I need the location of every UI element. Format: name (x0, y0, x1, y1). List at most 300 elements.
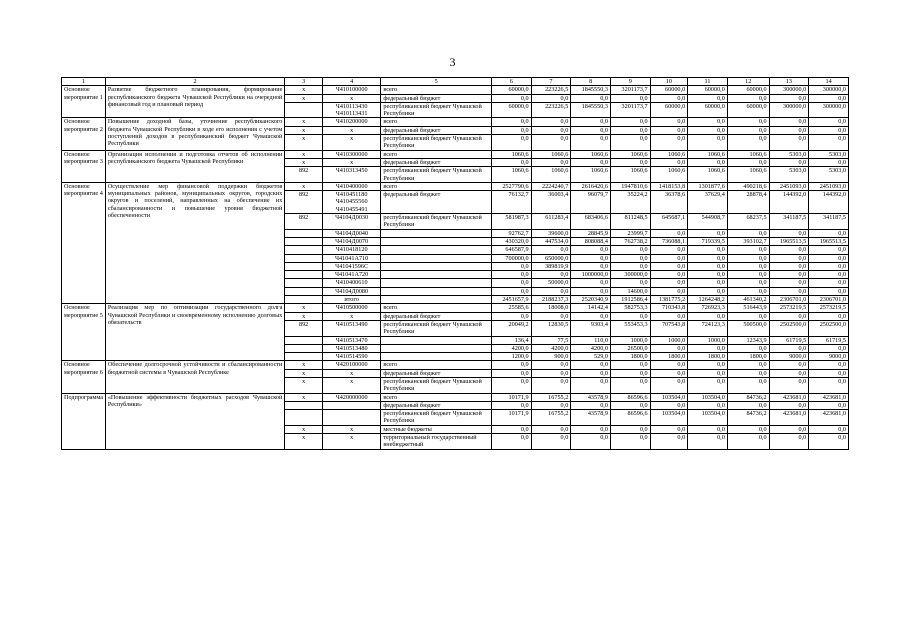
value-cell: 0,0 (571, 135, 611, 151)
value-cell: 700000,0 (491, 254, 531, 262)
value-cell: 0,0 (688, 434, 728, 450)
value-cell: 0,0 (769, 279, 809, 287)
ministry-code: x (285, 150, 323, 158)
funding-source (381, 262, 492, 270)
value-cell: 300000,0 (769, 102, 809, 118)
value-cell: 0,0 (491, 361, 531, 369)
value-cell: 1000,0 (610, 336, 650, 344)
ministry-code: 892 (285, 214, 323, 230)
value-cell: 2224240,7 (531, 182, 571, 190)
budget-code: Ч420100000 (322, 361, 380, 369)
value-cell: 1060,6 (688, 150, 728, 158)
value-cell: 103504,0 (688, 393, 728, 401)
funding-source: республиканский бюджет Чувашской Республики (381, 410, 492, 426)
value-cell: 77,5 (531, 336, 571, 344)
header-cell: 1 (62, 78, 106, 86)
budget-code: Ч410113430 Ч410113431 (322, 102, 380, 118)
value-cell: 683406,6 (571, 214, 611, 230)
funding-source (381, 287, 492, 295)
value-cell: 0,0 (571, 94, 611, 102)
funding-source: федеральный бюджет (381, 401, 492, 409)
funding-source: республиканский бюджет Чувашской Республики (381, 135, 492, 151)
value-cell: 61719,5 (809, 336, 849, 344)
value-cell: 0,0 (769, 361, 809, 369)
value-cell: 12830,5 (531, 320, 571, 336)
ministry-code (285, 410, 323, 426)
value-cell: 1418153,8 (650, 182, 688, 190)
budget-code: Ч410200000 (322, 118, 380, 126)
value-cell: 0,0 (727, 246, 769, 254)
value-cell: 60000,0 (491, 86, 531, 94)
measure-name: Основное мероприятие 5 (62, 304, 106, 361)
budget-code: x (322, 135, 380, 151)
value-cell: 0,0 (727, 271, 769, 279)
budget-code: итого (322, 296, 380, 304)
value-cell: 60000,0 (688, 102, 728, 118)
value-cell: 0,0 (809, 361, 849, 369)
budget-code: Ч4104Д0080 (322, 287, 380, 295)
budget-code: x (322, 425, 380, 433)
value-cell: 1060,6 (531, 167, 571, 183)
value-cell: 0,0 (809, 312, 849, 320)
value-cell: 0,0 (809, 434, 849, 450)
value-cell: 0,0 (650, 377, 688, 393)
value-cell: 0,0 (650, 135, 688, 151)
budget-code: Ч410513470 (322, 336, 380, 344)
value-cell: 0,0 (809, 158, 849, 166)
budget-code: Ч41041596С (322, 262, 380, 270)
value-cell: 3201173,7 (610, 102, 650, 118)
value-cell: 0,0 (688, 369, 728, 377)
value-cell: 581987,3 (491, 214, 531, 230)
value-cell: 0,0 (610, 369, 650, 377)
value-cell: 1301877,6 (688, 182, 728, 190)
value-cell: 144392,0 (769, 191, 809, 214)
value-cell: 1060,6 (571, 167, 611, 183)
value-cell: 10171,9 (491, 410, 531, 426)
value-cell: 0,0 (688, 262, 728, 270)
value-cell: 0,0 (769, 135, 809, 151)
value-cell: 423681,0 (769, 393, 809, 401)
ministry-code: 892 (285, 167, 323, 183)
value-cell: 84736,2 (727, 393, 769, 401)
table-row (62, 150, 849, 158)
value-cell: 300000,0 (610, 271, 650, 279)
value-cell: 1381775,2 (650, 296, 688, 304)
value-cell: 5303,0 (769, 150, 809, 158)
value-cell: 0,0 (688, 135, 728, 151)
funding-source: всего (381, 304, 492, 312)
value-cell: 300000,0 (769, 86, 809, 94)
value-cell: 5303,0 (769, 167, 809, 183)
value-cell: 0,0 (769, 401, 809, 409)
value-cell: 2502500,0 (769, 320, 809, 336)
funding-source (381, 246, 492, 254)
value-cell: 0,0 (688, 94, 728, 102)
value-cell: 553453,3 (610, 320, 650, 336)
table-row (62, 304, 849, 312)
header-cell: 3 (285, 78, 323, 86)
value-cell: 0,0 (809, 126, 849, 134)
value-cell: 0,0 (769, 254, 809, 262)
value-cell: 60000,0 (650, 102, 688, 118)
header-cell: 4 (322, 78, 380, 86)
value-cell: 0,0 (531, 126, 571, 134)
value-cell: 14600,0 (610, 287, 650, 295)
value-cell: 300000,0 (809, 102, 849, 118)
ministry-code (285, 254, 323, 262)
funding-source: всего (381, 182, 492, 190)
value-cell: 0,0 (688, 377, 728, 393)
budget-code: x (322, 369, 380, 377)
value-cell: 0,0 (531, 271, 571, 279)
value-cell: 0,0 (809, 279, 849, 287)
value-cell: 1060,6 (491, 167, 531, 183)
value-cell: 0,0 (809, 246, 849, 254)
value-cell: 0,0 (571, 246, 611, 254)
value-cell: 0,0 (688, 158, 728, 166)
value-cell: 0,0 (531, 246, 571, 254)
value-cell: 650000,0 (531, 254, 571, 262)
value-cell: 544908,7 (688, 214, 728, 230)
funding-source: федеральный бюджет (381, 191, 492, 214)
value-cell: 0,0 (688, 118, 728, 126)
value-cell: 393102,7 (727, 237, 769, 245)
value-cell: 0,0 (610, 94, 650, 102)
value-cell: 0,0 (688, 312, 728, 320)
value-cell: 0,0 (809, 377, 849, 393)
value-cell: 2451657,9 (491, 296, 531, 304)
value-cell: 0,0 (688, 361, 728, 369)
ministry-code: x (285, 118, 323, 126)
measure-description: Обеспечение долгосрочной устойчивости и сбалансированности бюджетной системы в Чувашской Республике (105, 361, 285, 393)
value-cell: 1912586,4 (610, 296, 650, 304)
header-cell: 12 (727, 78, 769, 86)
value-cell: 2573219,5 (769, 304, 809, 312)
header-cell: 6 (491, 78, 531, 86)
value-cell: 529,0 (571, 353, 611, 361)
header-cell: 7 (531, 78, 571, 86)
value-cell: 0,0 (688, 229, 728, 237)
value-cell: 0,0 (650, 287, 688, 295)
value-cell: 0,0 (571, 369, 611, 377)
value-cell: 0,0 (610, 254, 650, 262)
value-cell: 0,0 (769, 126, 809, 134)
value-cell: 2188237,3 (531, 296, 571, 304)
header-row (62, 78, 849, 86)
value-cell: 0,0 (531, 287, 571, 295)
value-cell: 103504,0 (688, 410, 728, 426)
value-cell: 76132,7 (491, 191, 531, 214)
value-cell: 0,0 (491, 425, 531, 433)
value-cell: 0,0 (809, 344, 849, 352)
value-cell: 60000,0 (688, 86, 728, 94)
value-cell: 36378,6 (650, 191, 688, 214)
value-cell: 0,0 (610, 158, 650, 166)
value-cell: 0,0 (650, 279, 688, 287)
header-cell: 2 (105, 78, 285, 86)
value-cell: 0,0 (769, 312, 809, 320)
funding-source (381, 254, 492, 262)
value-cell: 0,0 (809, 369, 849, 377)
ministry-code: 892 (285, 320, 323, 336)
value-cell: 0,0 (531, 158, 571, 166)
value-cell: 808088,4 (571, 237, 611, 245)
value-cell: 1800,0 (610, 353, 650, 361)
value-cell: 0,0 (650, 425, 688, 433)
budget-code: Ч410400610 (322, 279, 380, 287)
value-cell: 341187,5 (809, 214, 849, 230)
budget-code (322, 410, 380, 426)
value-cell: 0,0 (571, 361, 611, 369)
value-cell: 1947810,6 (610, 182, 650, 190)
value-cell: 43578,9 (571, 410, 611, 426)
value-cell: 12343,9 (727, 336, 769, 344)
value-cell: 0,0 (809, 425, 849, 433)
budget-code: Ч410500000 (322, 304, 380, 312)
funding-source: местные бюджеты (381, 425, 492, 433)
value-cell: 37629,4 (688, 191, 728, 214)
ministry-code (285, 296, 323, 304)
value-cell: 0,0 (491, 377, 531, 393)
budget-table (61, 77, 849, 450)
value-cell: 0,0 (769, 425, 809, 433)
value-cell: 223226,5 (531, 102, 571, 118)
value-cell: 0,0 (769, 344, 809, 352)
value-cell: 0,0 (769, 229, 809, 237)
budget-code: x (322, 312, 380, 320)
value-cell: 35224,2 (610, 191, 650, 214)
ministry-code (285, 287, 323, 295)
value-cell: 1060,6 (650, 150, 688, 158)
value-cell: 0,0 (531, 401, 571, 409)
value-cell: 2520340,9 (571, 296, 611, 304)
value-cell: 0,0 (571, 312, 611, 320)
value-cell: 144392,0 (809, 191, 849, 214)
value-cell: 0,0 (688, 279, 728, 287)
value-cell: 9000,0 (769, 353, 809, 361)
value-cell: 1800,0 (688, 353, 728, 361)
value-cell: 724123,3 (688, 320, 728, 336)
value-cell: 0,0 (727, 94, 769, 102)
value-cell: 60000,0 (727, 102, 769, 118)
funding-source (381, 237, 492, 245)
value-cell: 0,0 (650, 312, 688, 320)
value-cell: 582753,3 (610, 304, 650, 312)
value-cell: 0,0 (727, 262, 769, 270)
header-cell: 8 (571, 78, 611, 86)
value-cell: 39600,0 (531, 229, 571, 237)
table-body (62, 78, 849, 450)
value-cell: 103504,0 (650, 393, 688, 401)
value-cell: 0,0 (688, 425, 728, 433)
funding-source: федеральный бюджет (381, 312, 492, 320)
value-cell: 0,0 (491, 158, 531, 166)
value-cell: 0,0 (610, 425, 650, 433)
funding-source: территориальный государственный внебюджетный (381, 434, 492, 450)
value-cell: 736088,1 (650, 237, 688, 245)
funding-source: всего (381, 118, 492, 126)
funding-source (381, 336, 492, 344)
ministry-code: x (285, 393, 323, 401)
header-cell: 10 (650, 78, 688, 86)
value-cell: 18008,0 (531, 304, 571, 312)
value-cell: 0,0 (727, 118, 769, 126)
funding-source (381, 229, 492, 237)
value-cell: 516443,9 (727, 304, 769, 312)
value-cell: 0,0 (727, 126, 769, 134)
value-cell: 0,0 (571, 377, 611, 393)
value-cell: 0,0 (727, 279, 769, 287)
value-cell: 0,0 (727, 369, 769, 377)
table-row (62, 182, 849, 190)
funding-source: федеральный бюджет (381, 158, 492, 166)
value-cell: 0,0 (727, 434, 769, 450)
value-cell: 61719,5 (769, 336, 809, 344)
value-cell: 0,0 (809, 254, 849, 262)
header-cell: 11 (688, 78, 728, 86)
ministry-code (285, 353, 323, 361)
value-cell: 1060,6 (571, 150, 611, 158)
value-cell: 0,0 (727, 254, 769, 262)
value-cell: 0,0 (688, 126, 728, 134)
value-cell: 0,0 (769, 262, 809, 270)
value-cell: 1060,6 (727, 167, 769, 183)
ministry-code (285, 344, 323, 352)
value-cell: 14142,4 (571, 304, 611, 312)
value-cell: 2451093,0 (769, 182, 809, 190)
ministry-code: x (285, 304, 323, 312)
value-cell: 0,0 (727, 401, 769, 409)
measure-name: Основное мероприятие 3 (62, 150, 106, 182)
value-cell: 0,0 (531, 118, 571, 126)
value-cell: 0,0 (491, 369, 531, 377)
value-cell: 0,0 (571, 126, 611, 134)
value-cell: 0,0 (769, 369, 809, 377)
value-cell: 136,4 (491, 336, 531, 344)
value-cell: 0,0 (769, 246, 809, 254)
budget-code: Ч420000000 (322, 393, 380, 401)
value-cell: 1060,6 (610, 167, 650, 183)
value-cell: 0,0 (769, 287, 809, 295)
value-cell: 0,0 (571, 118, 611, 126)
value-cell: 0,0 (650, 229, 688, 237)
budget-code: Ч4104Д0070 (322, 237, 380, 245)
table-row (62, 361, 849, 369)
value-cell: 0,0 (769, 377, 809, 393)
value-cell: 0,0 (688, 344, 728, 352)
value-cell: 28878,4 (727, 191, 769, 214)
value-cell: 60000,0 (491, 102, 531, 118)
value-cell: 0,0 (769, 118, 809, 126)
value-cell: 16755,2 (531, 410, 571, 426)
budget-code: Ч4104Д0040 (322, 229, 380, 237)
value-cell: 0,0 (531, 425, 571, 433)
value-cell: 1965513,5 (769, 237, 809, 245)
value-cell: 0,0 (571, 425, 611, 433)
value-cell: 900,0 (531, 353, 571, 361)
value-cell: 0,0 (809, 287, 849, 295)
value-cell: 0,0 (809, 262, 849, 270)
value-cell: 0,0 (610, 377, 650, 393)
value-cell: 43578,9 (571, 393, 611, 401)
value-cell: 726923,3 (688, 304, 728, 312)
value-cell: 0,0 (610, 135, 650, 151)
value-cell: 389819,9 (531, 262, 571, 270)
value-cell: 0,0 (650, 344, 688, 352)
funding-source (381, 279, 492, 287)
value-cell: 0,0 (491, 401, 531, 409)
value-cell: 9000,0 (809, 353, 849, 361)
value-cell: 0,0 (727, 158, 769, 166)
table-row (62, 393, 849, 401)
value-cell: 2306701,0 (809, 296, 849, 304)
ministry-code: x (285, 377, 323, 393)
funding-source: республиканский бюджет Чувашской Республики (381, 102, 492, 118)
value-cell: 645687,1 (650, 214, 688, 230)
value-cell: 0,0 (610, 279, 650, 287)
value-cell: 0,0 (769, 271, 809, 279)
funding-source: республиканский бюджет Чувашской Республики (381, 214, 492, 230)
value-cell: 0,0 (809, 135, 849, 151)
value-cell: 2527790,6 (491, 182, 531, 190)
value-cell: 423681,0 (809, 410, 849, 426)
value-cell: 1060,6 (491, 150, 531, 158)
measure-description: Повышение доходной базы, уточнение республиканского бюджета Чувашской Республики в ходе его исполнения с учетом поступлений доходов в республиканский бюджет Чувашской Республики (105, 118, 285, 150)
value-cell: 3201173,7 (610, 86, 650, 94)
value-cell: 0,0 (727, 361, 769, 369)
funding-source (381, 353, 492, 361)
value-cell: 0,0 (809, 94, 849, 102)
budget-code: Ч410451180 Ч410455560 Ч410455491 (322, 191, 380, 214)
value-cell: 0,0 (809, 271, 849, 279)
budget-code: Ч41041А720 (322, 271, 380, 279)
value-cell: 0,0 (531, 361, 571, 369)
value-cell: 0,0 (571, 401, 611, 409)
value-cell: 0,0 (650, 271, 688, 279)
value-cell: 0,0 (610, 126, 650, 134)
value-cell: 0,0 (727, 229, 769, 237)
measure-description: Реализация мер по оптимизации государственного долга Чувашской Республики и своевременному исполнению долговых обязательств (105, 304, 285, 361)
value-cell: 2616420,6 (571, 182, 611, 190)
ministry-code: x (285, 361, 323, 369)
funding-source: всего (381, 393, 492, 401)
value-cell: 23999,7 (610, 229, 650, 237)
value-cell: 16755,2 (531, 393, 571, 401)
value-cell: 28845,9 (571, 229, 611, 237)
ministry-code: x (285, 369, 323, 377)
value-cell: 2451093,0 (809, 182, 849, 190)
value-cell: 0,0 (491, 312, 531, 320)
value-cell: 1060,6 (688, 167, 728, 183)
budget-code: x (322, 158, 380, 166)
value-cell: 1800,0 (650, 353, 688, 361)
value-cell: 1800,0 (727, 353, 769, 361)
ministry-code (285, 279, 323, 287)
value-cell: 341187,5 (769, 214, 809, 230)
measure-name: Основное мероприятие 4 (62, 182, 106, 303)
value-cell: 0,0 (769, 158, 809, 166)
value-cell: 1200,0 (491, 353, 531, 361)
ministry-code: 892 (285, 191, 323, 214)
measure-description: Осуществление мер финансовой поддержки бюджетов муниципальных районов, муниципальных округов, городских округов и поселений, направленных на обеспечение их сбалансированности и повышение уровня бюджетной обеспеченности (105, 182, 285, 303)
value-cell: 25585,6 (491, 304, 531, 312)
value-cell: 500500,0 (727, 320, 769, 336)
funding-source: республиканский бюджет Чувашской Республики (381, 320, 492, 336)
value-cell: 0,0 (571, 254, 611, 262)
value-cell: 0,0 (650, 126, 688, 134)
funding-source (381, 344, 492, 352)
